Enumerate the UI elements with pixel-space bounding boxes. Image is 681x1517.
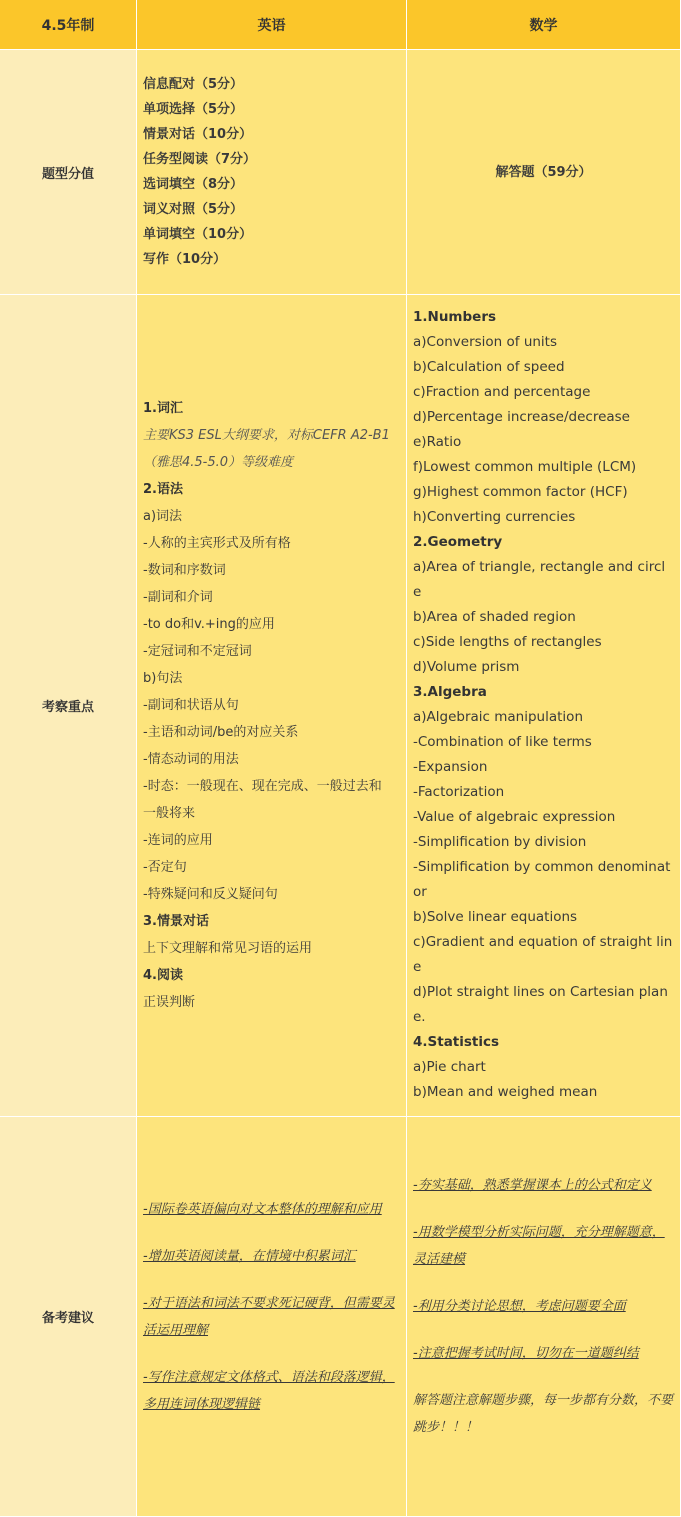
- focus-item: d)Percentage increase/decrease: [413, 409, 630, 425]
- focus-item: b)Solve linear equations: [413, 909, 578, 925]
- score-item: 情景对话（10分）: [143, 127, 253, 142]
- score-item: 写作（10分）: [143, 252, 227, 267]
- focus-item: -人称的主宾形式及所有格: [143, 536, 291, 551]
- advice-item: [143, 1364, 400, 1418]
- focus-item: c)Gradient and equation of straight lin: [413, 934, 673, 950]
- row-label-focus: 考察重点: [0, 295, 137, 1117]
- focus-item: d)Plot straight lines on Cartesian plan: [413, 984, 668, 1000]
- focus-item: -副词和状语从句: [143, 698, 239, 713]
- advice-text: -注意把握考试时间，切勿在一道题纠结: [413, 1346, 639, 1361]
- advice-text: -夯实基础，熟悉掌握课本上的公式和定义: [413, 1178, 652, 1193]
- focus-item: -Expansion: [413, 759, 488, 775]
- focus-item: -Simplification by common denominat: [413, 859, 671, 875]
- advice-item: [143, 1243, 400, 1270]
- english-focus-cell: [137, 295, 407, 1117]
- focus-item: f)Lowest common multiple (LCM): [413, 459, 637, 475]
- header-math: 数学: [407, 0, 681, 50]
- score-item: 单词填空（10分）: [143, 227, 253, 242]
- focus-item: c)Fraction and percentage: [413, 384, 591, 400]
- focus-item: d)Volume prism: [413, 659, 520, 675]
- row-label-scores: 题型分值: [0, 50, 137, 295]
- advice-text: 解答题注意解题步骤，每一步都有分数，不要跳步！！！: [413, 1393, 674, 1435]
- focus-item: -数词和序数词: [143, 563, 226, 578]
- focus-item: a)词法: [143, 509, 183, 524]
- focus-item: -否定句: [143, 860, 187, 875]
- focus-item: b)句法: [143, 671, 183, 686]
- section-heading: 3.情景对话: [143, 914, 209, 929]
- focus-item: -Simplification by division: [413, 834, 587, 850]
- advice-item: [413, 1219, 674, 1273]
- advice-item: [413, 1172, 674, 1199]
- advice-text: -用数学模型分析实际问题，充分理解题意，灵活建模: [413, 1225, 665, 1267]
- section-heading: 4.阅读: [143, 968, 183, 983]
- focus-item: e)Ratio: [413, 434, 462, 450]
- advice-text: -增加英语阅读量，在情境中积累词汇: [143, 1248, 356, 1264]
- focus-item: -Factorization: [413, 784, 505, 800]
- focus-item: -定冠词和不定冠词: [143, 644, 252, 659]
- advice-item: [143, 1196, 400, 1223]
- focus-item: -情态动词的用法: [143, 752, 239, 767]
- focus-item: -特殊疑问和反义疑问句: [143, 887, 278, 902]
- english-advice-cell: [137, 1117, 407, 1517]
- focus-item: -Combination of like terms: [413, 734, 592, 750]
- advice-item: [413, 1387, 674, 1441]
- focus-item: e: [413, 959, 422, 975]
- focus-item: g)Highest common factor (HCF): [413, 484, 628, 500]
- focus-item: b)Mean and weighed mean: [413, 1084, 598, 1100]
- focus-item: -主语和动词/be的对应关系: [143, 725, 299, 740]
- score-item: 选词填空（8分）: [143, 177, 244, 192]
- score-item: 任务型阅读（7分）: [143, 152, 257, 167]
- math-scores-cell: [407, 50, 681, 295]
- focus-note: 主要KS3 ESL大纲要求，对标CEFR A2-B1: [143, 428, 390, 443]
- focus-item: b)Calculation of speed: [413, 359, 565, 375]
- focus-item: -副词和介词: [143, 590, 213, 605]
- advice-item: [143, 1290, 400, 1344]
- score-item: 解答题（59分）: [495, 164, 592, 180]
- math-advice-cell: [407, 1117, 681, 1517]
- focus-item: -Value of algebraic expression: [413, 809, 616, 825]
- section-heading: 1.Numbers: [413, 309, 497, 325]
- focus-item: b)Area of shaded region: [413, 609, 576, 625]
- focus-item: -to do和v.+ing的应用: [143, 617, 275, 632]
- section-heading: 3.Algebra: [413, 684, 487, 700]
- english-scores-cell: [137, 50, 407, 295]
- advice-text: -写作注意规定文体格式、语法和段落逻辑，多用连词体现逻辑链: [143, 1369, 395, 1412]
- focus-note: （雅思4.5-5.0）等级难度: [143, 455, 294, 470]
- focus-item: a)Area of triangle, rectangle and circl: [413, 559, 666, 575]
- row-label-advice: 备考建议: [0, 1117, 137, 1517]
- focus-item: e: [413, 584, 422, 600]
- section-heading: 1.词汇: [143, 401, 183, 416]
- focus-item: -时态：一般现在、现在完成、一般过去和: [143, 779, 382, 794]
- header-program: 4.5年制: [0, 0, 137, 50]
- focus-item: e.: [413, 1009, 426, 1025]
- focus-item: a)Conversion of units: [413, 334, 558, 350]
- score-item: 单项选择（5分）: [143, 102, 244, 117]
- advice-text: -对于语法和词法不要求死记硬背，但需要灵活运用理解: [143, 1295, 395, 1338]
- focus-item: -连词的应用: [143, 833, 213, 848]
- focus-item: h)Converting currencies: [413, 509, 576, 525]
- focus-item: or: [413, 884, 427, 900]
- section-heading: 4.Statistics: [413, 1034, 500, 1050]
- section-heading: 2.Geometry: [413, 534, 503, 550]
- math-focus-cell: [407, 295, 681, 1117]
- section-heading: 2.语法: [143, 482, 183, 497]
- advice-item: [413, 1340, 674, 1367]
- focus-item: 一般将来: [143, 806, 196, 821]
- focus-item: 正误判断: [143, 995, 196, 1010]
- score-item: 信息配对（5分）: [143, 77, 244, 92]
- advice-item: [413, 1293, 674, 1320]
- focus-item: a)Pie chart: [413, 1059, 486, 1075]
- advice-text: -国际卷英语偏向对文本整体的理解和应用: [143, 1201, 382, 1217]
- focus-item: c)Side lengths of rectangles: [413, 634, 602, 650]
- focus-item: a)Algebraic manipulation: [413, 709, 583, 725]
- score-item: 词义对照（5分）: [143, 202, 244, 217]
- advice-text: -利用分类讨论思想，考虑问题要全面: [413, 1299, 626, 1314]
- focus-item: 上下文理解和常见习语的运用: [143, 941, 313, 956]
- header-english: 英语: [137, 0, 407, 50]
